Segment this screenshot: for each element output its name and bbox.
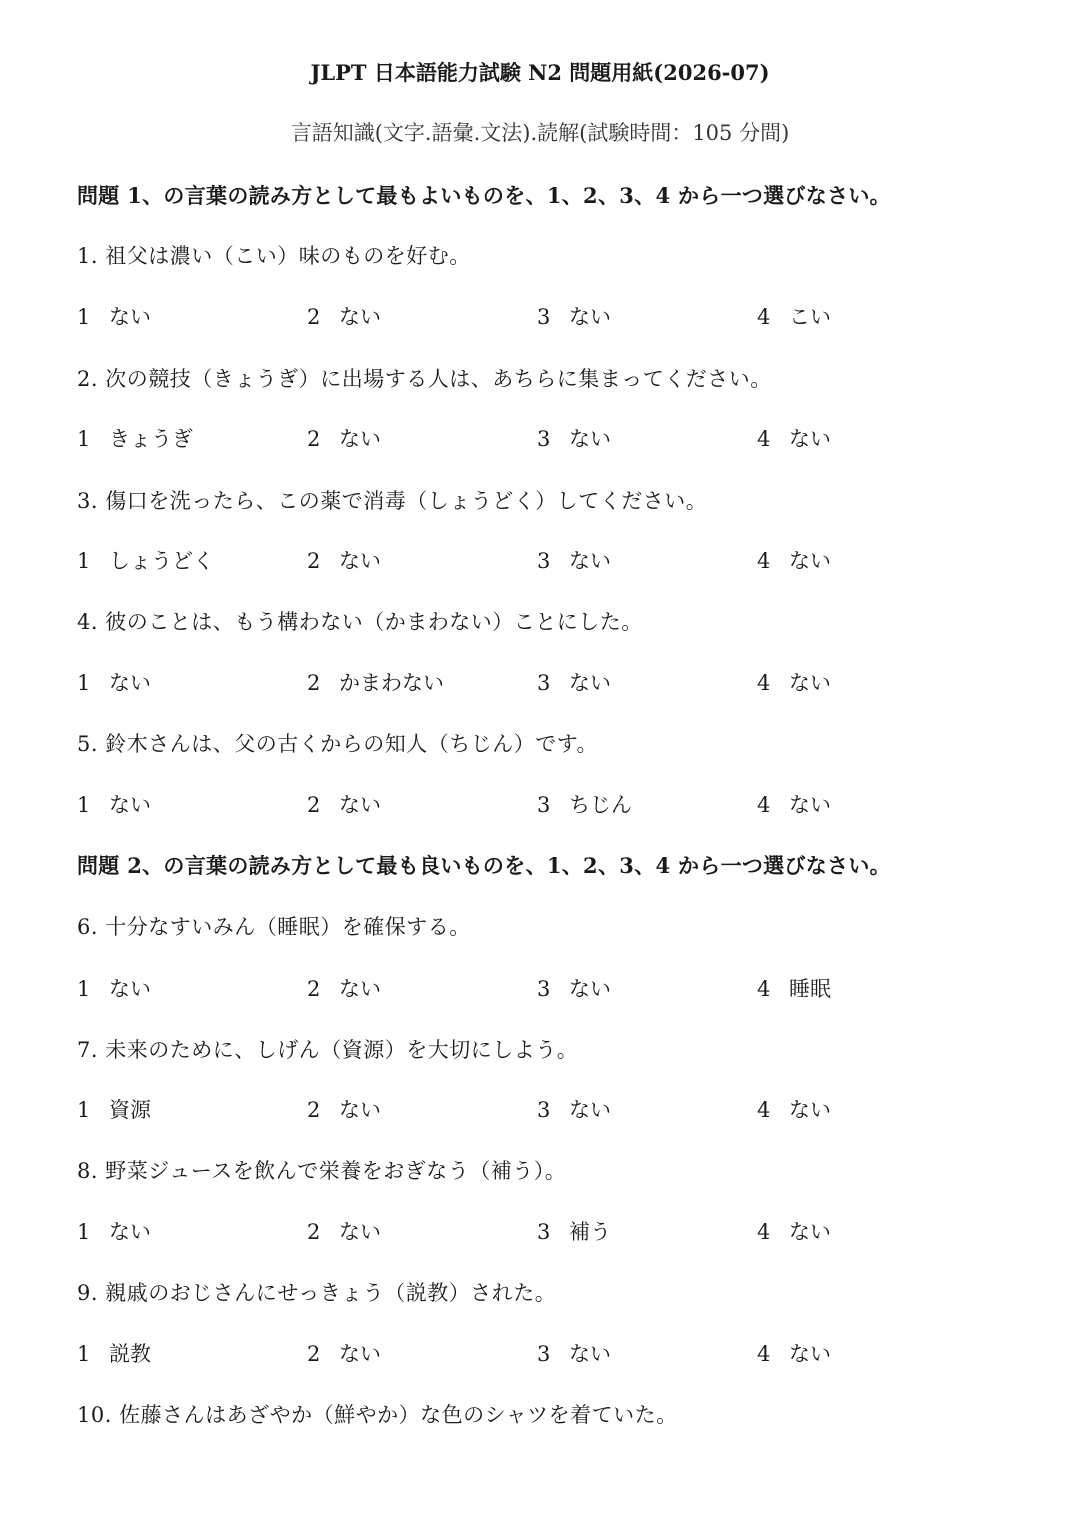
option-4[interactable]: 4 ない [757,1342,831,1366]
page-title: JLPT 日本語能力試験 N2 問題用紙(2026-07) [310,60,770,85]
option-4[interactable]: 4 ない [757,549,831,573]
option-2[interactable]: 2 かまわない [307,671,444,695]
option-4[interactable]: 4 ない [757,427,831,451]
question-text: 1. 祖父は濃い（こい）味のものを好む。 [77,244,471,268]
option-1[interactable]: 1 ない [77,793,151,817]
option-2[interactable]: 2 ない [307,549,381,573]
question-text: 8. 野菜ジュースを飲んで栄養をおぎなう（補う）。 [77,1159,567,1183]
option-1[interactable]: 1 説教 [77,1342,151,1366]
option-2[interactable]: 2 ない [307,977,381,1001]
question-text: 2. 次の競技（きょうぎ）に出場する人は、あちらに集まってください。 [77,367,772,391]
option-3[interactable]: 3 ない [537,427,611,451]
option-2[interactable]: 2 ない [307,427,381,451]
option-4[interactable]: 4 ない [757,1098,831,1122]
option-1[interactable]: 1 しょうどく [77,549,214,573]
option-3[interactable]: 3 ちじん [537,793,632,817]
option-3[interactable]: 3 ない [537,977,611,1001]
page-subtitle: 言語知識(文字.語彙.文法).読解(試験時間：105 分間) [290,121,790,145]
option-1[interactable]: 1 ない [77,977,151,1001]
option-2[interactable]: 2 ない [307,1342,381,1366]
option-1[interactable]: 1 ない [77,305,151,329]
option-3[interactable]: 3 ない [537,305,611,329]
option-2[interactable]: 2 ない [307,793,381,817]
question-text: 6. 十分なすいみん（睡眠）を確保する。 [77,915,471,939]
option-4[interactable]: 4 こい [757,305,831,329]
option-4[interactable]: 4 睡眠 [757,977,831,1001]
option-4[interactable]: 4 ない [757,1220,831,1244]
option-4[interactable]: 4 ない [757,671,831,695]
question-text: 5. 鈴木さんは、父の古くからの知人（ちじん）です。 [77,732,599,756]
option-3[interactable]: 3 補う [537,1220,611,1244]
question-text: 3. 傷口を洗ったら、この薬で消毒（しょうどく）してください。 [77,489,708,513]
section-heading: 問題 1、の言葉の読み方として最もよいものを、1、2、3、4 から一つ選びなさい。 [77,183,891,208]
option-2[interactable]: 2 ない [307,1220,381,1244]
section-heading: 問題 2、の言葉の読み方として最も良いものを、1、2、3、4 から一つ選びなさい。 [77,853,891,878]
option-1[interactable]: 1 きょうぎ [77,427,193,451]
option-3[interactable]: 3 ない [537,549,611,573]
option-3[interactable]: 3 ない [537,1342,611,1366]
question-text: 7. 未来のために、しげん（資源）を大切にしよう。 [77,1038,579,1062]
option-4[interactable]: 4 ない [757,793,831,817]
option-3[interactable]: 3 ない [537,671,611,695]
question-text: 9. 親戚のおじさんにせっきょう（説教）された。 [77,1281,557,1305]
option-3[interactable]: 3 ない [537,1098,611,1122]
option-1[interactable]: 1 ない [77,1220,151,1244]
option-1[interactable]: 1 資源 [77,1098,151,1122]
option-2[interactable]: 2 ない [307,1098,381,1122]
option-1[interactable]: 1 ない [77,671,151,695]
question-text: 10. 佐藤さんはあざやか（鮮やか）な色のシャツを着ていた。 [77,1403,678,1427]
option-2[interactable]: 2 ない [307,305,381,329]
question-text: 4. 彼のことは、もう構わない（かまわない）ことにした。 [77,610,643,634]
